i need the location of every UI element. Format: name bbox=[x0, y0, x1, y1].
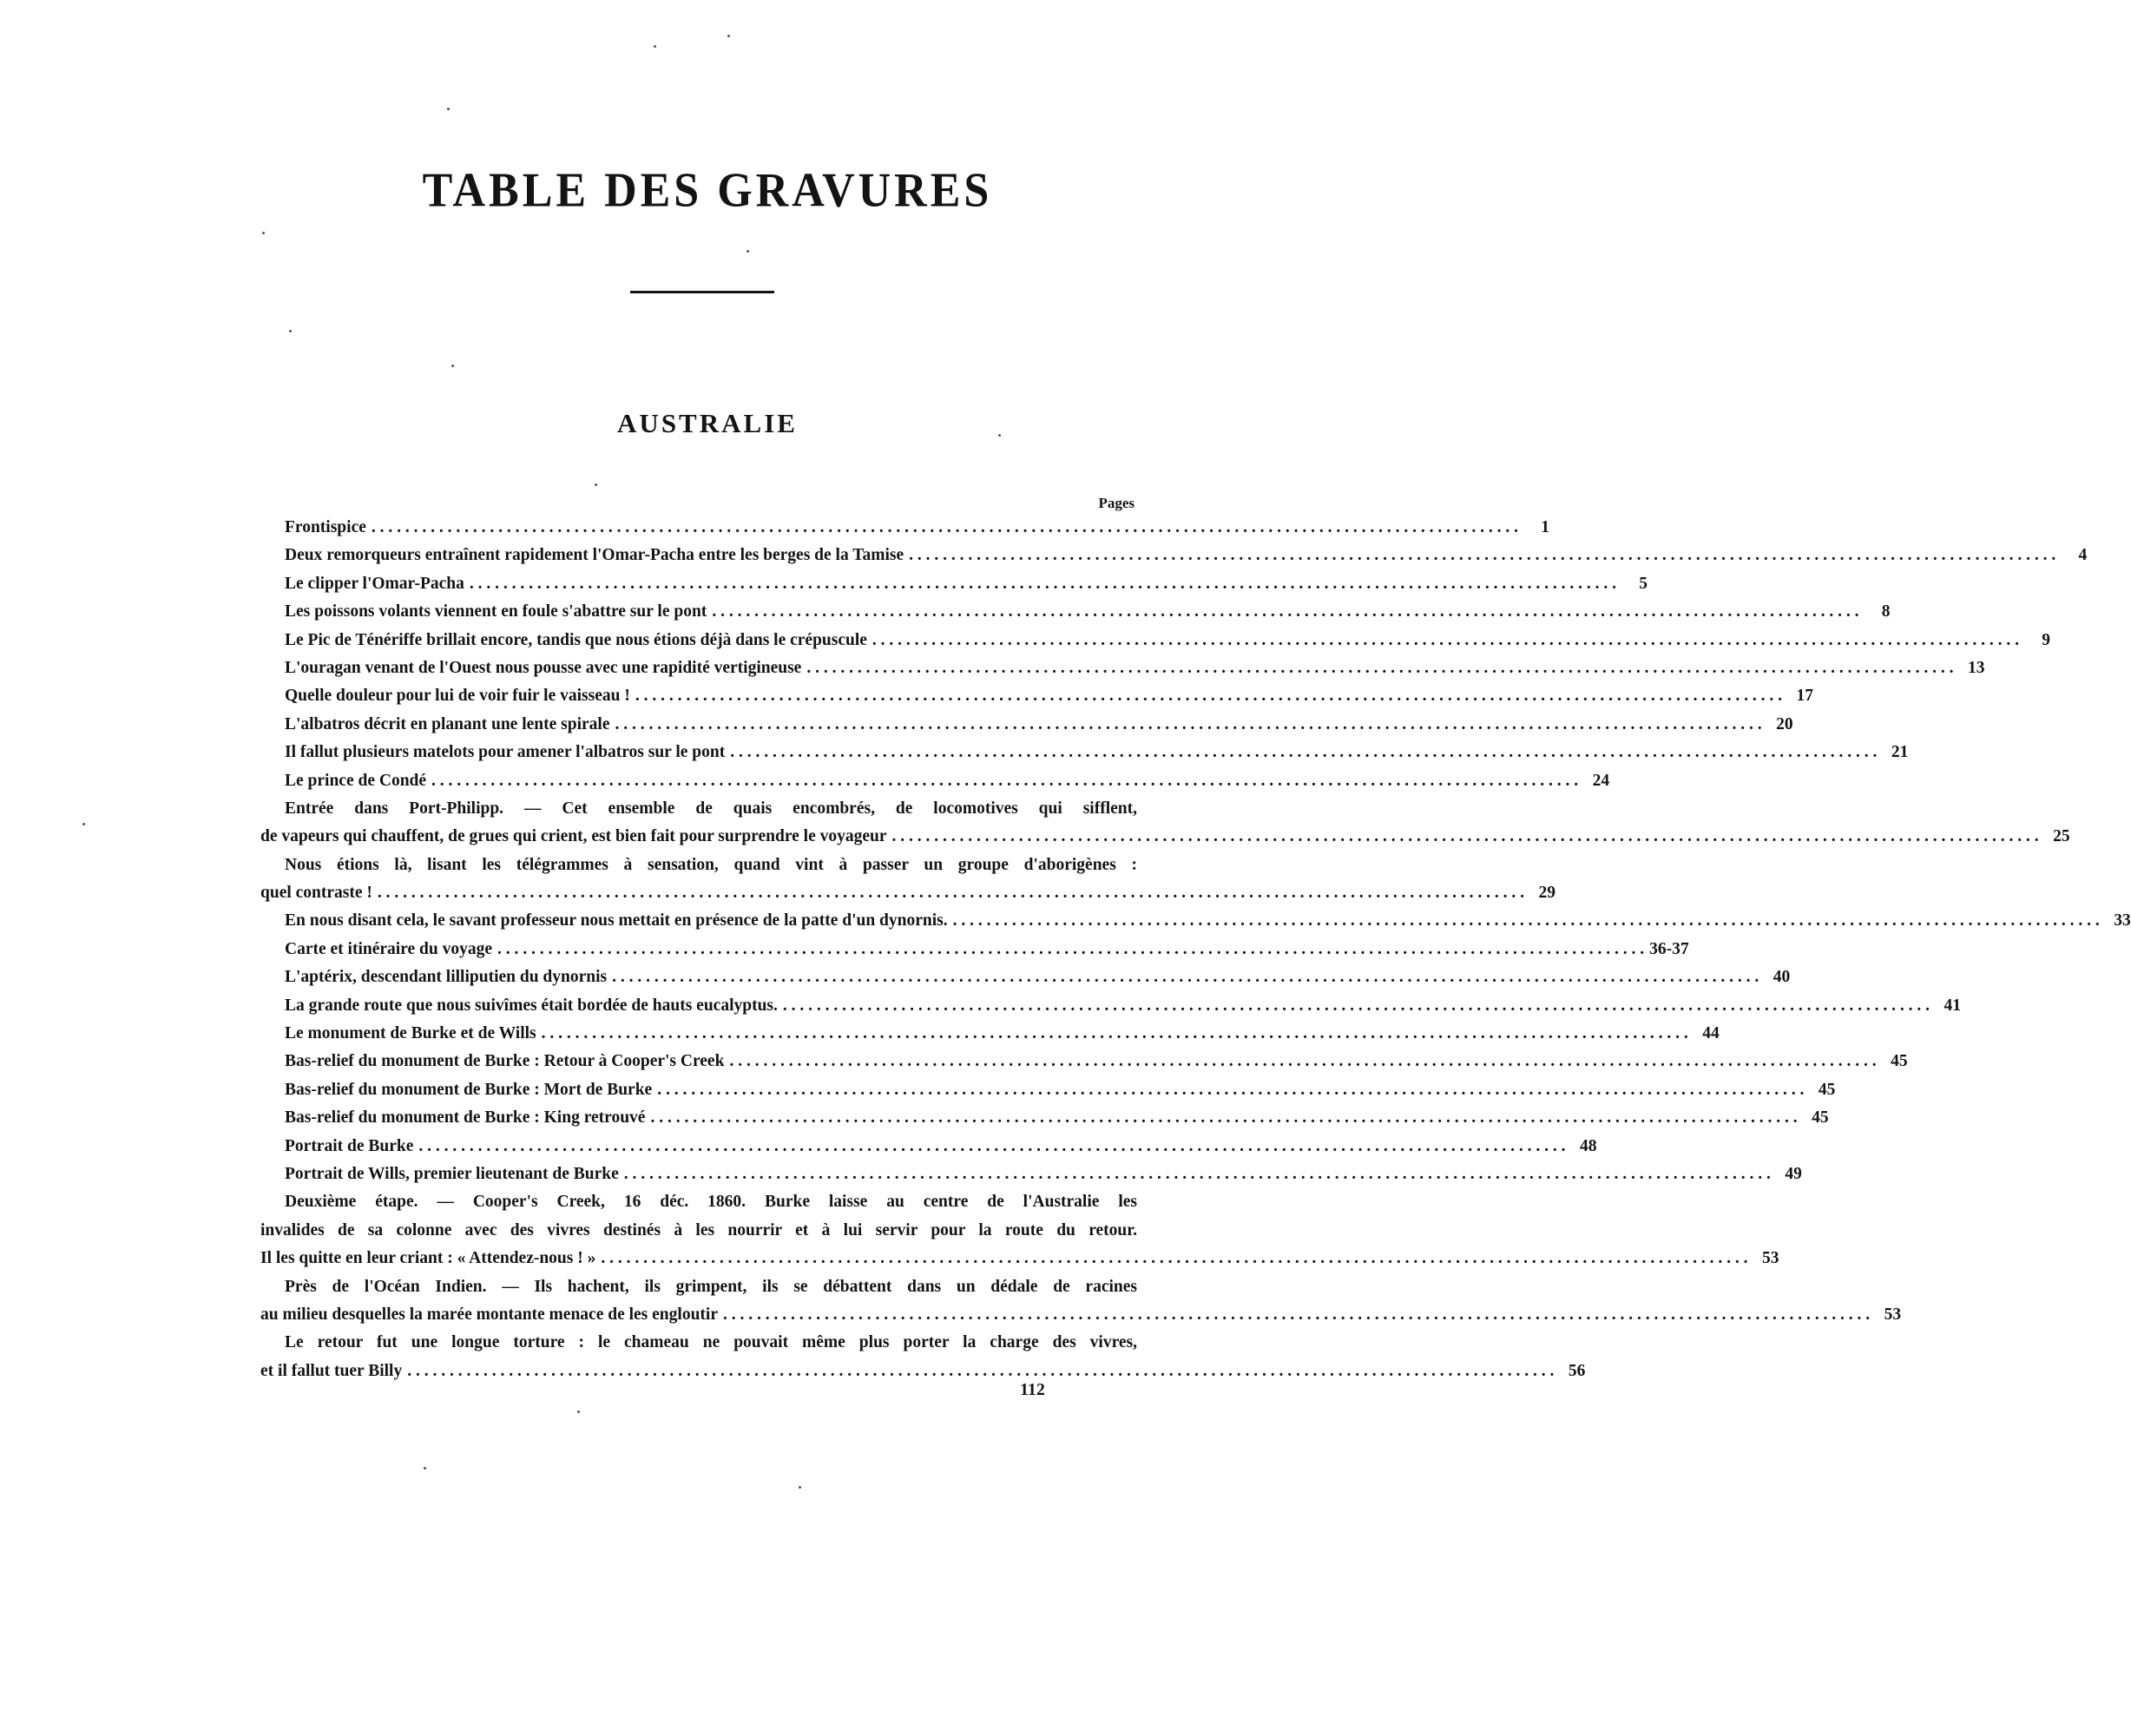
toc-entry-page: 45 bbox=[1891, 1052, 1908, 1071]
toc-entry bbox=[260, 1161, 1802, 1188]
toc-entry bbox=[260, 514, 1550, 542]
dot-leader bbox=[607, 963, 1764, 991]
toc-entry-caption: Portrait de Burke bbox=[285, 1136, 414, 1155]
toc-entry bbox=[260, 542, 2088, 569]
scan-speck bbox=[447, 108, 450, 110]
dot-leader bbox=[645, 1104, 1802, 1132]
toc-entry bbox=[260, 654, 1985, 682]
toc-entry bbox=[260, 907, 2131, 935]
toc-entry-line bbox=[260, 711, 1793, 739]
toc-entry-page: 53 bbox=[1884, 1305, 1902, 1324]
dot-leader bbox=[464, 570, 1621, 598]
toc-entry-line bbox=[260, 823, 2070, 851]
toc-entry-caption: Il fallut plusieurs matelots pour amener l'albatros sur le pont bbox=[285, 743, 726, 762]
toc-entry-caption: Le retour fut une longue torture : le chameau ne pouvait même plus porter la charge des vivres, bbox=[285, 1333, 1137, 1352]
scan-speck bbox=[262, 232, 265, 234]
toc-entry-caption: L'aptérix, descendant lilliputien du dynornis bbox=[285, 968, 608, 987]
toc-entry-page: 36-37 bbox=[1649, 939, 1689, 958]
toc-entry-page: 25 bbox=[2053, 827, 2070, 846]
toc-entry-line bbox=[260, 1020, 1720, 1048]
page-number: 112 bbox=[1020, 1380, 1045, 1399]
toc-entry-caption: de vapeurs qui chauffent, de grues qui crient, est bien fait pour surprendre le voyageur bbox=[260, 827, 887, 846]
dot-leader bbox=[609, 711, 1766, 739]
toc-entry-caption: Nous étions là, lisant les télégrammes à sensation, quand vint à passer un groupe d'aborigènes : bbox=[285, 855, 1137, 874]
toc-entry-caption: L'albatros décrit en planant une lente spirale bbox=[285, 714, 610, 733]
toc-entry-caption: Il les quitte en leur criant : « Attendez-nous ! » bbox=[260, 1249, 596, 1268]
title-rule bbox=[630, 291, 774, 293]
toc-entry-page: 33 bbox=[2114, 911, 2131, 930]
toc-entry-page: 44 bbox=[1702, 1024, 1720, 1043]
toc-entry-caption: Bas-relief du monument de Burke : Retour à Cooper's Creek bbox=[285, 1052, 725, 1071]
toc-entry-caption: Entrée dans Port-Philipp. — Cet ensemble de quais encombrés, de locomotives qui sifflent, bbox=[285, 799, 1137, 818]
toc-entry-line bbox=[260, 1301, 1902, 1329]
toc-entry-line bbox=[260, 1076, 1836, 1104]
toc-entry-line bbox=[260, 1048, 1908, 1075]
toc-entry-page: 1 bbox=[1541, 518, 1550, 536]
toc-entry-page: 24 bbox=[1592, 771, 1610, 790]
toc-entry bbox=[260, 795, 2070, 852]
scan-speck bbox=[289, 330, 292, 332]
toc-entry-page: 56 bbox=[1568, 1361, 1586, 1380]
toc-entry-page: 21 bbox=[1891, 743, 1909, 762]
toc-entry-line bbox=[260, 963, 1791, 991]
toc-entry bbox=[260, 767, 1610, 795]
toc-entry-line bbox=[260, 514, 1550, 542]
toc-entry-caption: Quelle douleur pour lui de voir fuir le vaisseau ! bbox=[285, 687, 630, 706]
toc-entry-line bbox=[260, 1104, 1829, 1132]
toc-entry-page: 45 bbox=[1818, 1080, 1836, 1099]
dot-leader bbox=[402, 1358, 1559, 1385]
dot-leader bbox=[724, 1048, 1881, 1075]
dot-leader bbox=[630, 682, 1787, 710]
toc-entry-page: 5 bbox=[1639, 574, 1648, 593]
scan-speck bbox=[998, 434, 1001, 437]
toc-entry-caption: invalides de sa colonne avec des vivres destinés à les nourrir et à lui servir pour la route du retour. bbox=[260, 1220, 1137, 1240]
toc-entry-page: 17 bbox=[1796, 687, 1813, 706]
toc-entry-caption: quel contraste ! bbox=[260, 884, 372, 903]
toc-entry-line bbox=[260, 682, 1813, 710]
dot-leader bbox=[619, 1161, 1776, 1188]
scan-speck bbox=[82, 823, 85, 825]
dot-leader bbox=[652, 1076, 1809, 1104]
toc-entry bbox=[260, 711, 1793, 739]
toc-entry bbox=[260, 627, 2051, 654]
toc-entry-caption: Le Pic de Ténériffe brillait encore, tandis que nous étions déjà dans le crépuscule bbox=[285, 630, 867, 649]
toc-entry bbox=[260, 1020, 1720, 1048]
toc-entry-caption: Les poissons volants viennent en foule s'abattre sur le pont bbox=[285, 602, 707, 621]
toc-entry-page: 49 bbox=[1785, 1164, 1802, 1183]
scan-speck bbox=[727, 35, 730, 37]
page-title: TABLE DES GRAVURES bbox=[422, 163, 993, 218]
toc-entry-page: 9 bbox=[2042, 630, 2051, 649]
scan-speck bbox=[595, 483, 597, 486]
toc-entry-line bbox=[260, 852, 1137, 879]
toc-entry-caption: Deux remorqueurs entraînent rapidement l'Omar-Pacha entre les berges de la Tamise bbox=[285, 546, 904, 565]
toc-entry bbox=[260, 936, 1689, 963]
toc-entry-caption: Près de l'Océan Indien. — Ils hachent, ils grimpent, ils se débattent dans un dédale de racines bbox=[285, 1277, 1137, 1296]
scan-speck bbox=[577, 1410, 580, 1413]
toc-entry-caption: Frontispice bbox=[285, 518, 366, 536]
toc-entry-caption: Le clipper l'Omar-Pacha bbox=[285, 574, 464, 593]
dot-leader bbox=[492, 936, 1649, 963]
toc-entry bbox=[260, 963, 1791, 991]
scan-speck bbox=[747, 250, 749, 253]
toc-entry-line bbox=[260, 1358, 1586, 1385]
toc-entry-page: 8 bbox=[1881, 602, 1891, 621]
toc-entry-line bbox=[260, 795, 1137, 823]
dot-leader bbox=[778, 992, 1935, 1020]
toc-entry bbox=[260, 1133, 1597, 1161]
toc-entry-line bbox=[260, 1188, 1137, 1216]
dot-leader bbox=[887, 823, 2044, 851]
toc-entry-line bbox=[260, 1329, 1137, 1357]
toc-entry-line bbox=[260, 1133, 1597, 1161]
toc-entry-line bbox=[260, 936, 1689, 963]
toc-entry-page: 45 bbox=[1812, 1108, 1829, 1128]
toc-entry-caption: En nous disant cela, le savant professeur nous mettait en présence de la patte d'un dynornis. bbox=[285, 911, 948, 930]
toc-entry-caption: Portrait de Wills, premier lieutenant de Burke bbox=[285, 1164, 619, 1183]
table-of-engravings bbox=[260, 493, 2131, 1385]
dot-leader bbox=[801, 654, 1958, 682]
toc-entry-caption: et il fallut tuer Billy bbox=[260, 1361, 403, 1380]
section-title: AUSTRALIE bbox=[617, 408, 798, 438]
dot-leader bbox=[867, 627, 2024, 654]
dot-leader bbox=[904, 542, 2061, 569]
toc-entry bbox=[260, 1048, 1908, 1075]
toc-entry-page: 13 bbox=[1967, 658, 1985, 677]
dot-leader bbox=[426, 767, 1583, 795]
toc-entry-page: 20 bbox=[1776, 714, 1793, 733]
toc-entry bbox=[260, 682, 1813, 710]
toc-entry-caption: au milieu desquelles la marée montante menace de les engloutir bbox=[260, 1305, 718, 1324]
toc-entry-line bbox=[260, 1217, 1137, 1245]
toc-entry-caption: Bas-relief du monument de Burke : Mort de Burke bbox=[285, 1080, 653, 1099]
dot-leader bbox=[413, 1133, 1570, 1161]
toc-entry bbox=[260, 1329, 1586, 1385]
toc-entry-caption: L'ouragan venant de l'Ouest nous pousse avec une rapidité vertigineuse bbox=[285, 658, 802, 677]
dot-leader bbox=[372, 879, 1529, 907]
toc-entry-line bbox=[260, 879, 1556, 907]
toc-entry-line bbox=[260, 992, 1962, 1020]
dot-leader bbox=[707, 598, 1864, 626]
toc-entry-page: 53 bbox=[1762, 1249, 1779, 1268]
toc-entry-line bbox=[260, 767, 1610, 795]
toc-entry-line bbox=[260, 1161, 1802, 1188]
scan-speck bbox=[799, 1486, 801, 1489]
dot-leader bbox=[725, 739, 1882, 766]
toc-entry bbox=[260, 1273, 1902, 1330]
toc-entry-caption: Carte et itinéraire du voyage bbox=[285, 939, 492, 958]
toc-entry-page: 29 bbox=[1538, 884, 1556, 903]
toc-entry bbox=[260, 992, 1962, 1020]
toc-entry-caption: Bas-relief du monument de Burke : King retrouvé bbox=[285, 1108, 646, 1128]
toc-entry-line bbox=[260, 739, 1909, 766]
toc-entry-line bbox=[260, 654, 1985, 682]
toc-entry bbox=[260, 1104, 1829, 1132]
dot-leader bbox=[948, 907, 2105, 935]
toc-entry-page: 48 bbox=[1580, 1136, 1597, 1155]
toc-entries bbox=[260, 514, 2131, 1385]
toc-entry bbox=[260, 1076, 1836, 1104]
pages-column-header: Pages bbox=[1098, 495, 1135, 511]
scan-speck bbox=[424, 1467, 426, 1470]
toc-entry-line bbox=[260, 1245, 1779, 1272]
toc-entry-caption: Le prince de Condé bbox=[285, 771, 427, 790]
toc-entry-page: 40 bbox=[1773, 968, 1791, 987]
dot-leader bbox=[595, 1245, 1753, 1272]
toc-entry-line bbox=[260, 907, 2131, 935]
dot-leader bbox=[366, 514, 1523, 542]
toc-entry-caption: Deuxième étape. — Cooper's Creek, 16 déc. 1860. Burke laisse au centre de l'Australie les bbox=[285, 1193, 1137, 1212]
toc-entry bbox=[260, 1188, 1779, 1272]
toc-entry-page: 4 bbox=[2078, 546, 2088, 565]
toc-entry-line bbox=[260, 627, 2051, 654]
toc-entry bbox=[260, 570, 1648, 598]
toc-entry-caption: La grande route que nous suivîmes était bordée de hauts eucalyptus. bbox=[285, 996, 778, 1015]
toc-entry-caption: Le monument de Burke et de Wills bbox=[285, 1024, 536, 1043]
toc-entry-line bbox=[260, 598, 1891, 626]
toc-entry bbox=[260, 739, 1909, 766]
toc-entry bbox=[260, 598, 1891, 626]
dot-leader bbox=[718, 1301, 1875, 1329]
dot-leader bbox=[536, 1020, 1694, 1048]
toc-entry-line bbox=[260, 570, 1648, 598]
toc-entry-page: 41 bbox=[1944, 996, 1962, 1015]
toc-entry-line bbox=[260, 1273, 1137, 1301]
toc-entry-line bbox=[260, 542, 2088, 569]
scan-speck bbox=[451, 365, 454, 367]
toc-entry bbox=[260, 852, 1556, 908]
scan-speck bbox=[654, 45, 656, 48]
